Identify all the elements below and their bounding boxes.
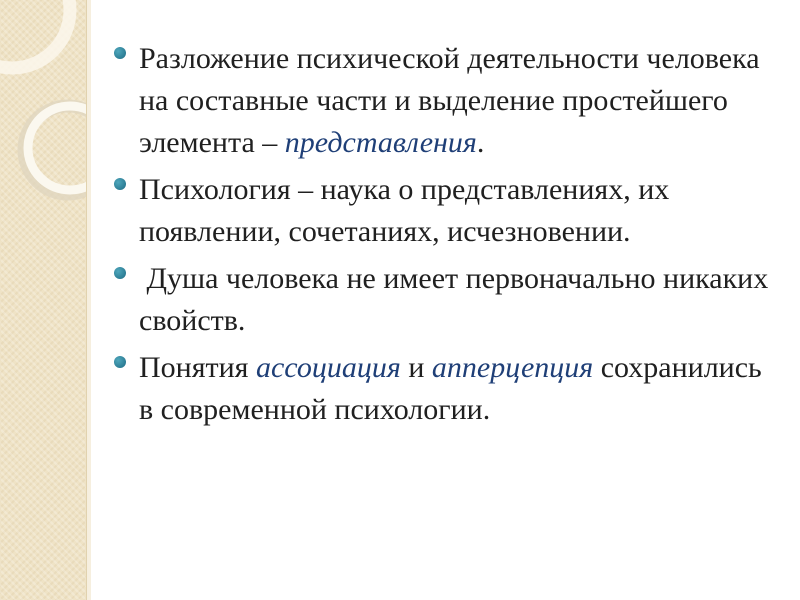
decorative-side-panel xyxy=(0,0,86,600)
bullet-item xyxy=(112,258,776,342)
emphasis-term: ассоциация xyxy=(255,351,401,384)
ring-top xyxy=(0,0,70,68)
bullet-dot-icon xyxy=(114,356,126,368)
slide-content xyxy=(112,38,776,436)
bullet-dot-icon xyxy=(114,178,126,190)
ring-middle-shadow xyxy=(24,106,86,194)
bullet-text: Разложение психической деятельности человека на составные части и выделение простейшего элемента – xyxy=(139,42,760,159)
bullet-dot-icon xyxy=(114,47,126,59)
side-panel-edge xyxy=(86,0,91,600)
bullet-text: Понятия xyxy=(139,351,256,384)
bullet-text: сохранились в современной психологии. xyxy=(139,351,762,426)
bullet-text: Душа человека не имеет первоначально никаких свойств. xyxy=(139,262,776,337)
bullet-item xyxy=(112,169,772,253)
bullet-dot-icon xyxy=(114,267,126,279)
bullet-item xyxy=(112,347,772,431)
ring-middle xyxy=(28,106,86,190)
bullet-item xyxy=(112,38,772,164)
bullet-text: Психология – наука о представлениях, их появлении, сочетаниях, исчезновении. xyxy=(139,173,670,248)
emphasis-term: апперцепция xyxy=(431,351,594,384)
decorative-rings xyxy=(0,0,86,600)
bullet-text: и xyxy=(400,351,432,384)
bullet-text: . xyxy=(476,126,485,159)
emphasis-term: представления xyxy=(284,126,477,159)
